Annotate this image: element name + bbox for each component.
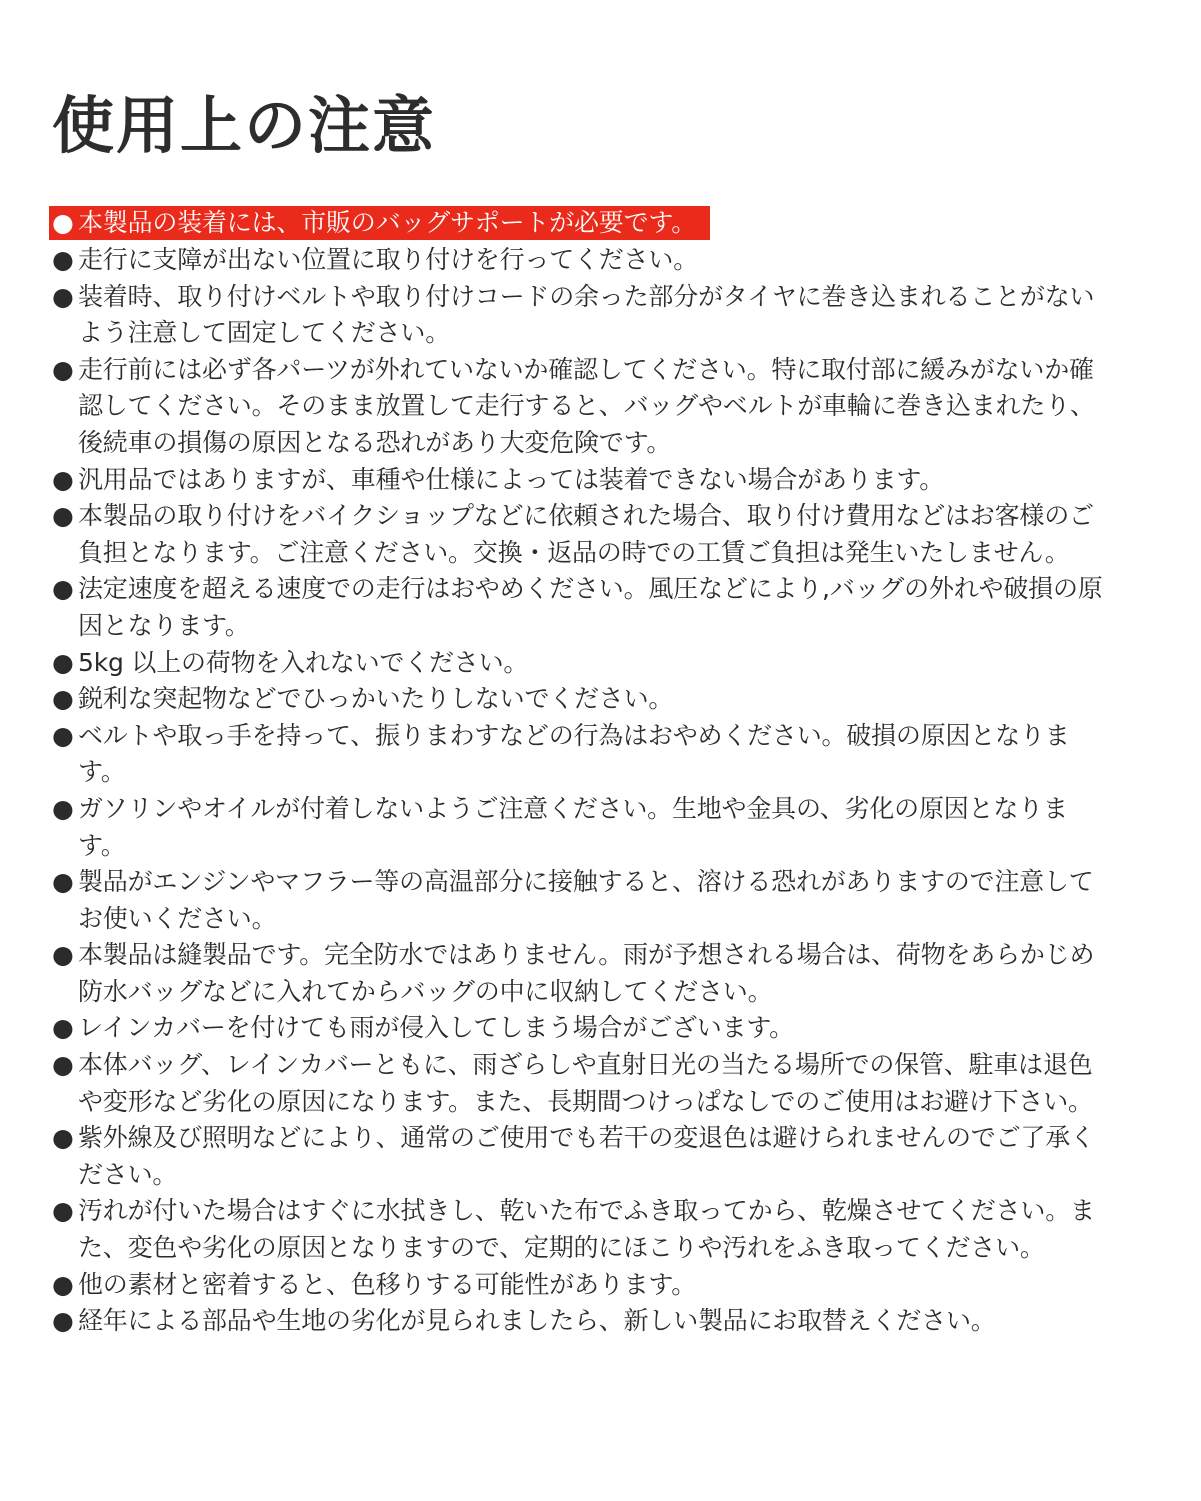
caution-list	[49, 206, 1109, 1340]
list-item-text: 5kg 以上の荷物を入れないでください。	[78, 647, 529, 677]
list-item	[49, 645, 1109, 682]
bullet-icon: ●	[52, 1196, 74, 1226]
bullet-icon: ●	[52, 208, 74, 237]
bullet-icon: ●	[52, 720, 74, 750]
list-item-text: 汎用品ではありますが、車種や仕様によっては装着できない場合があります。	[78, 464, 945, 494]
list-item-text: 走行前には必ず各パーツが外れていないか確認してください。特に取付部に緩みがないか確認してください。そのまま放置して走行すると、バッグやベルトが車輪に巻き込まれたり、後続車の損傷の原因となる恐れがあり大変危険です。	[78, 354, 1095, 457]
bullet-icon: ●	[52, 354, 74, 384]
list-item-text: 本製品の取り付けをバイクショップなどに依頼された場合、取り付け費用などはお客様のご負担となります。ご注意ください。交換・返品の時での工賃ご負担は発生いたしません。	[78, 501, 1094, 567]
list-item	[49, 1047, 1109, 1120]
list-item	[49, 1303, 1109, 1340]
bullet-icon: ●	[52, 1050, 74, 1080]
list-item-text: 鋭利な突起物などでひっかいたりしないでください。	[78, 684, 674, 714]
list-item	[49, 864, 1109, 937]
list-item	[49, 498, 1109, 571]
list-item-text: ガソリンやオイルが付着しないようご注意ください。生地や金具の、劣化の原因となります。	[78, 793, 1068, 860]
list-item	[49, 1267, 1109, 1304]
list-item-text: 製品がエンジンやマフラー等の高温部分に接触すると、溶ける恐れがありますので注意してお使いください。	[78, 867, 1094, 933]
list-item	[49, 718, 1109, 791]
list-item	[49, 1010, 1109, 1047]
list-item	[49, 462, 1109, 499]
bullet-icon: ●	[52, 574, 74, 604]
bullet-icon: ●	[52, 647, 74, 677]
bullet-icon: ●	[52, 1123, 74, 1153]
list-item	[49, 1120, 1109, 1193]
list-item-highlighted	[49, 206, 710, 240]
list-item-text: 紫外線及び照明などにより、通常のご使用でも若干の変退色は避けられませんのでご了承ください。	[78, 1123, 1095, 1189]
bullet-icon: ●	[52, 501, 74, 531]
bullet-icon: ●	[52, 281, 74, 311]
page-title: 使用上の注意	[52, 89, 437, 162]
list-item	[49, 791, 1109, 864]
bullet-icon: ●	[52, 684, 74, 714]
list-item	[49, 352, 1109, 462]
list-item-text: 他の素材と密着すると、色移りする可能性があります。	[78, 1269, 697, 1299]
list-item-text: 本体バッグ、レインカバーともに、雨ざらしや直射日光の当たる場所での保管、駐車は退色や変形など劣化の原因になります。また、長期間つけっぱなしでのご使用はお避け下さい。	[78, 1050, 1093, 1116]
list-item	[49, 681, 1109, 718]
list-item	[49, 242, 1109, 279]
bullet-icon: ●	[52, 793, 74, 823]
list-item	[49, 937, 1109, 1010]
list-item-text: 本製品は縫製品です。完全防水ではありません。雨が予想される場合は、荷物をあらかじめ防水バッグなどに入れてからバッグの中に収納してください。	[78, 940, 1095, 1006]
list-item-text: 本製品の装着には、市販のバッグサポートが必要です。	[78, 208, 697, 237]
list-item	[49, 279, 1109, 352]
list-item	[49, 571, 1109, 644]
bullet-icon: ●	[52, 1013, 74, 1043]
list-item-text: 汚れが付いた場合はすぐに水拭きし、乾いた布でふき取ってから、乾燥させてください。また、変色や劣化の原因となりますので、定期的にほこりや汚れをふき取ってください。	[78, 1196, 1095, 1263]
list-item-text: 法定速度を超える速度での走行はおやめください。風圧などにより,バッグの外れや破損の原因となります。	[78, 574, 1103, 640]
bullet-icon: ●	[52, 1306, 74, 1336]
list-item-text: 装着時、取り付けベルトや取り付けコードの余った部分がタイヤに巻き込まれることがないよう注意して固定してください。	[78, 281, 1095, 348]
bullet-icon: ●	[52, 1269, 74, 1299]
list-item-text: ベルトや取っ手を持って、振りまわすなどの行為はおやめください。破損の原因となります。	[78, 720, 1070, 787]
list-item-text: 走行に支障が出ない位置に取り付けを行ってください。	[78, 245, 699, 274]
bullet-icon: ●	[52, 464, 74, 494]
bullet-icon: ●	[52, 867, 74, 897]
list-item	[49, 1193, 1109, 1266]
bullet-icon: ●	[52, 940, 74, 970]
list-item-text: レインカバーを付けても雨が侵入してしまう場合がございます。	[78, 1013, 794, 1043]
list-item-text: 経年による部品や生地の劣化が見られましたら、新しい製品にお取替えください。	[78, 1306, 996, 1336]
bullet-icon: ●	[52, 245, 74, 274]
